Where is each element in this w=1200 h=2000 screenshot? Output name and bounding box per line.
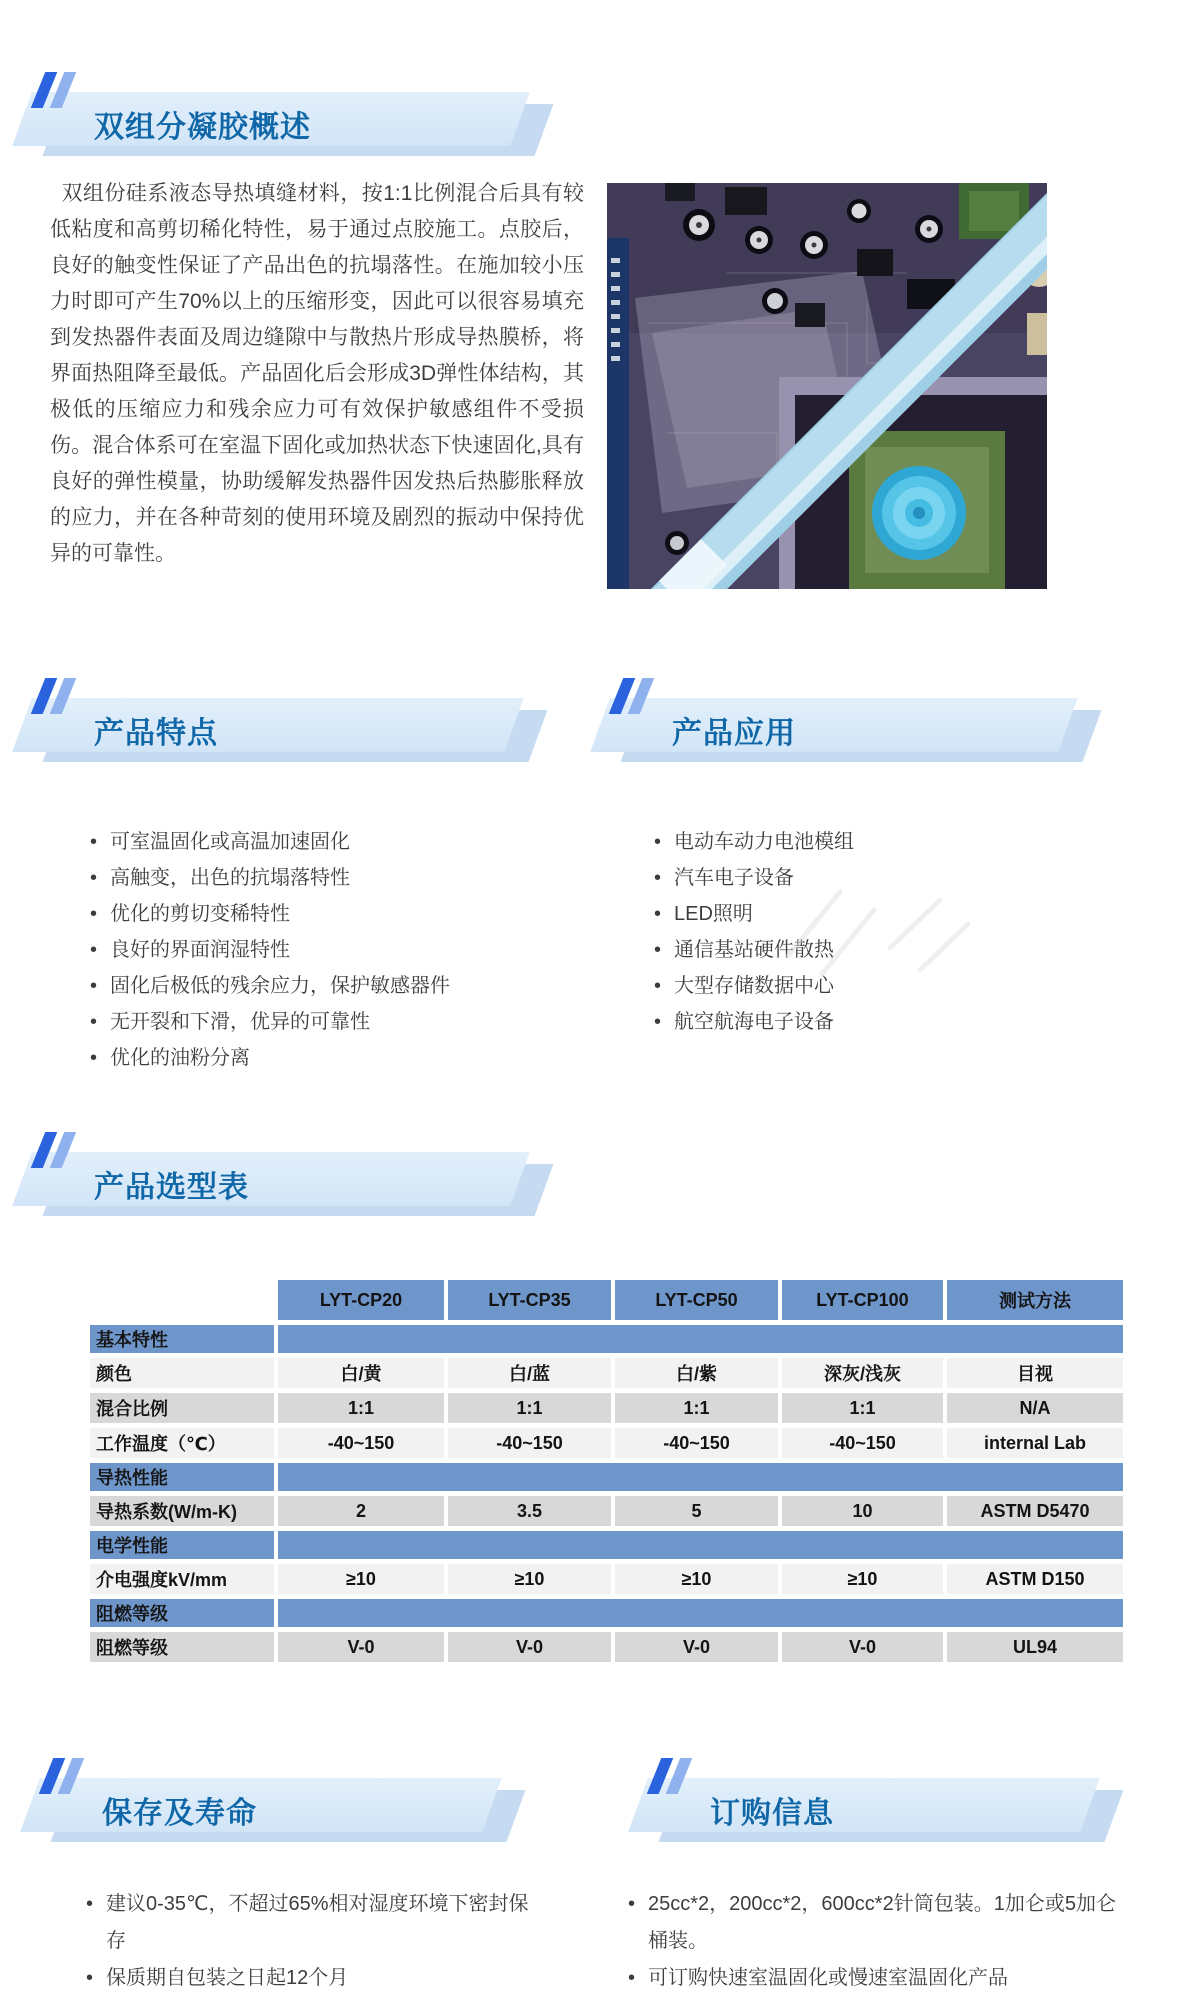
section-header-band	[590, 698, 1078, 752]
section-title-selection-table: 产品选型表	[94, 1171, 249, 1204]
double-slash-icon	[38, 72, 69, 108]
list-item: • 无开裂和下滑，优异的可靠性	[88, 1004, 558, 1040]
table-column-header: LYT-CP50	[615, 1280, 778, 1320]
list-item: • 固化后极低的残余应力，保护敏感器件	[88, 968, 558, 1004]
table-cell: 1:1	[448, 1393, 611, 1423]
section-header-selection-table	[22, 1152, 520, 1208]
table-cell: 1:1	[615, 1393, 778, 1423]
ordering-list	[626, 1886, 1126, 1997]
table-cell: UL94	[947, 1632, 1123, 1662]
list-item: • 优化的油粉分离	[88, 1040, 558, 1076]
table-data-row	[90, 1564, 1123, 1594]
table-data-row	[90, 1428, 1123, 1458]
section-header-band	[628, 1778, 1100, 1832]
table-cell: V-0	[278, 1632, 444, 1662]
table-cell: -40~150	[448, 1428, 611, 1458]
list-item: • 保质期自包装之日起12个月	[84, 1960, 532, 1997]
list-item: • 通信基站硬件散热	[652, 932, 1072, 968]
table-header-row	[90, 1280, 1123, 1320]
double-slash-icon	[38, 1132, 69, 1168]
table-data-row	[90, 1496, 1123, 1526]
table-cell: ASTM D150	[947, 1564, 1123, 1594]
table-cell: 深灰/浅灰	[782, 1358, 943, 1388]
table-section-row	[90, 1599, 1123, 1627]
section-header-applications	[600, 698, 1068, 754]
table-column-header: LYT-CP100	[782, 1280, 943, 1320]
page-watermark	[770, 878, 980, 988]
table-section-bar	[278, 1463, 1123, 1491]
list-item: • 可订购快速室温固化或慢速室温固化产品	[626, 1960, 1126, 1997]
table-cell: ≥10	[448, 1564, 611, 1594]
table-data-row	[90, 1393, 1123, 1423]
table-cell: 1:1	[278, 1393, 444, 1423]
table-section-bar	[278, 1325, 1123, 1353]
section-header-ordering	[638, 1778, 1090, 1834]
double-slash-icon	[46, 1758, 77, 1794]
table-cell: -40~150	[782, 1428, 943, 1458]
table-section-bar	[278, 1599, 1123, 1627]
table-section-label: 导热性能	[90, 1463, 274, 1491]
table-cell: 白/黄	[278, 1358, 444, 1388]
table-cell: 5	[615, 1496, 778, 1526]
table-data-row	[90, 1358, 1123, 1388]
list-item: • 汽车电子设备	[652, 860, 1072, 896]
table-cell: 1:1	[782, 1393, 943, 1423]
table-row-label: 导热系数(W/m-K)	[90, 1496, 274, 1526]
table-column-header: 测试方法	[947, 1280, 1123, 1320]
table-corner-cell	[90, 1280, 274, 1320]
table-cell: internal Lab	[947, 1428, 1123, 1458]
table-cell: 2	[278, 1496, 444, 1526]
motherboard-photo-graphic	[607, 183, 1047, 589]
section-header-features	[22, 698, 514, 754]
table-row-label: 颜色	[90, 1358, 274, 1388]
table-cell: 目视	[947, 1358, 1123, 1388]
product-selection-table	[86, 1275, 1127, 1667]
double-slash-icon	[38, 678, 69, 714]
section-header-band	[20, 1778, 502, 1832]
list-item: • 25cc*2，200cc*2，600cc*2针筒包装。1加仑或5加仑桶装。	[626, 1886, 1126, 1960]
table-cell: V-0	[448, 1632, 611, 1662]
double-slash-icon	[654, 1758, 685, 1794]
feature-list	[88, 824, 558, 1076]
section-header-band	[12, 1152, 530, 1206]
table-section-label: 阻燃等级	[90, 1599, 274, 1627]
section-title-applications: 产品应用	[672, 717, 796, 750]
table-column-header: LYT-CP20	[278, 1280, 444, 1320]
table-cell: N/A	[947, 1393, 1123, 1423]
table-cell: 白/蓝	[448, 1358, 611, 1388]
table-cell: -40~150	[278, 1428, 444, 1458]
table-cell: ≥10	[782, 1564, 943, 1594]
storage-list	[84, 1886, 532, 1997]
table-cell: 10	[782, 1496, 943, 1526]
overview-paragraph: 双组份硅系液态导热填缝材料，按1:1比例混合后具有较低粘度和高剪切稀化特性，易于通过点胶施工。点胶后，良好的触变性保证了产品出色的抗塌落性。在施加较小压力时即可产生70%以上的压缩形变，因此可以很容易填充到发热器件表面及周边缝隙中与散热片形成导热膜桥，将界面热阻降至最低。产品固化后会形成3D弹性体结构，其极低的压缩应力和残余应力可有效保护敏感组件不受损伤。混合体系可在室温下固化或加热状态下快速固化,具有良好的弹性模量，协助缓解发热器件因发热后热膨胀释放的应力，并在各种苛刻的使用环境及剧烈的振动中保持优异的可靠性。	[50, 182, 584, 565]
table-section-row	[90, 1531, 1123, 1559]
section-title-overview: 双组分凝胶概述	[94, 111, 311, 144]
table-column-header: LYT-CP35	[448, 1280, 611, 1320]
section-title-storage: 保存及寿命	[102, 1797, 257, 1830]
section-header-band	[12, 698, 524, 752]
section-header-storage	[30, 1778, 492, 1834]
table-cell: ≥10	[615, 1564, 778, 1594]
list-item: • 可室温固化或高温加速固化	[88, 824, 558, 860]
table-cell: ≥10	[278, 1564, 444, 1594]
motherboard-syringe-photo	[607, 183, 1047, 589]
table-row-label: 阻燃等级	[90, 1632, 274, 1662]
list-item: • LED照明	[652, 896, 1072, 932]
list-item: • 建议0-35℃，不超过65%相对湿度环境下密封保存	[84, 1886, 532, 1960]
table-row-label: 工作温度（℃）	[90, 1428, 274, 1458]
section-title-features: 产品特点	[94, 717, 218, 750]
list-item: • 电动车动力电池模组	[652, 824, 1072, 860]
product-selection-table-body	[90, 1280, 1123, 1662]
table-cell: 3.5	[448, 1496, 611, 1526]
table-section-row	[90, 1463, 1123, 1491]
table-cell: -40~150	[615, 1428, 778, 1458]
list-item: • 优化的剪切变稀特性	[88, 896, 558, 932]
table-cell: V-0	[615, 1632, 778, 1662]
list-item: • 高触变，出色的抗塌落特性	[88, 860, 558, 896]
section-header-overview	[22, 92, 520, 148]
table-data-row	[90, 1632, 1123, 1662]
list-item: • 良好的界面润湿特性	[88, 932, 558, 968]
table-cell: ASTM D5470	[947, 1496, 1123, 1526]
list-item: • 航空航海电子设备	[652, 1004, 1072, 1040]
table-section-label: 基本特性	[90, 1325, 274, 1353]
list-item: • 大型存储数据中心	[652, 968, 1072, 1004]
double-slash-icon	[616, 678, 647, 714]
table-section-label: 电学性能	[90, 1531, 274, 1559]
table-cell: V-0	[782, 1632, 943, 1662]
table-cell: 白/紫	[615, 1358, 778, 1388]
table-row-label: 介电强度kV/mm	[90, 1564, 274, 1594]
table-row-label: 混合比例	[90, 1393, 274, 1423]
table-section-bar	[278, 1531, 1123, 1559]
section-title-ordering: 订购信息	[710, 1797, 834, 1830]
table-section-row	[90, 1325, 1123, 1353]
